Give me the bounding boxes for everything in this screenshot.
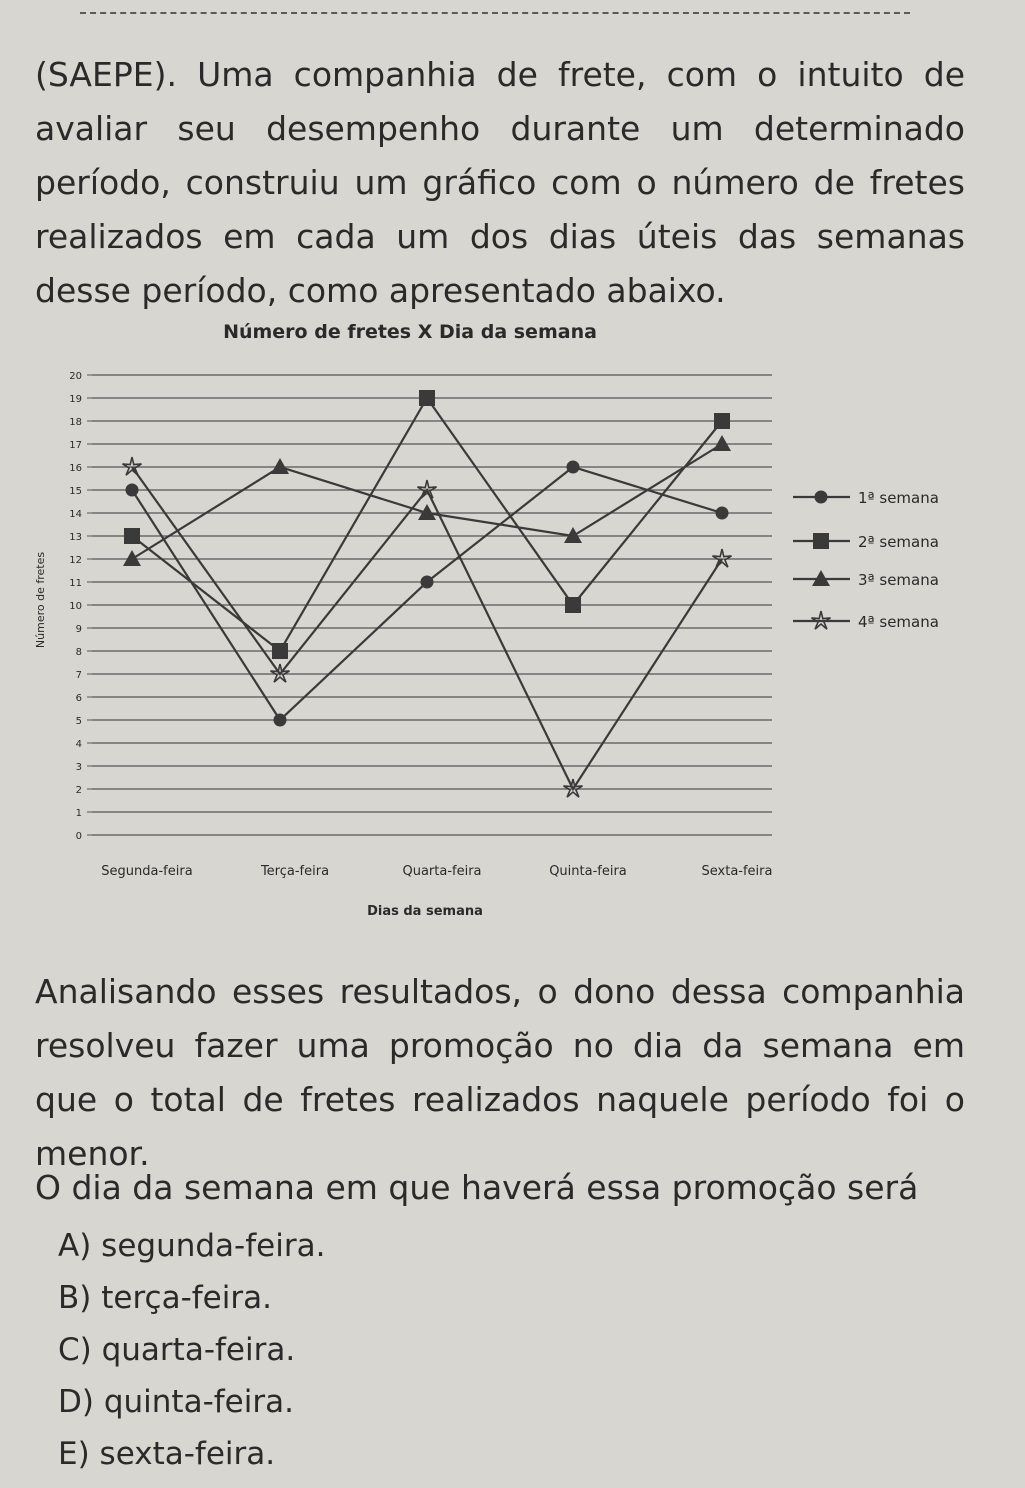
option-text: quinta-feira. xyxy=(103,1384,294,1420)
option-letter: B) xyxy=(58,1280,92,1316)
top-dashed-rule xyxy=(80,12,910,14)
y-tick-label: 17 xyxy=(69,440,82,451)
intro-paragraph: (SAEPE). Uma companhia de frete, com o intuito de avaliar seu desempenho durante um determinado período, construiu um gráfico com o número de fretes realizados em cada um dos dias úteis das semanas desse período, como apresentado abaixo. xyxy=(35,55,965,310)
y-tick-label: 6 xyxy=(75,693,82,704)
question-stem: O dia da semana em que haverá essa promoção será xyxy=(35,1168,919,1207)
data-point-star xyxy=(123,457,142,475)
x-tick-label: Sexta-feira xyxy=(701,864,773,879)
x-tick-label: Quarta-feira xyxy=(402,864,482,879)
y-tick-label: 9 xyxy=(75,624,82,635)
line-chart xyxy=(0,310,1025,930)
legend-label: 1ª semana xyxy=(858,489,939,507)
y-tick-label: 2 xyxy=(75,785,82,796)
option-letter: D) xyxy=(58,1384,94,1420)
data-point-square xyxy=(419,390,435,406)
option-text: sexta-feira. xyxy=(99,1436,276,1472)
option-text: terça-feira. xyxy=(101,1280,272,1316)
option-a[interactable] xyxy=(58,1220,325,1272)
x-tick-label: Quinta-feira xyxy=(549,864,627,879)
y-tick-label: 15 xyxy=(69,486,82,497)
x-tick-label: Segunda-feira xyxy=(101,864,193,879)
y-tick-label: 3 xyxy=(75,762,82,773)
legend-label: 3ª semana xyxy=(858,571,939,589)
option-b[interactable] xyxy=(58,1272,325,1324)
data-point-circle xyxy=(126,484,139,497)
data-point-square xyxy=(714,413,730,429)
data-point-circle xyxy=(716,507,729,520)
option-d[interactable] xyxy=(58,1376,325,1428)
option-text: quarta-feira. xyxy=(101,1332,296,1368)
y-tick-label: 4 xyxy=(75,739,82,750)
option-text: segunda-feira. xyxy=(101,1228,326,1264)
y-tick-label: 10 xyxy=(69,601,82,612)
y-tick-label: 16 xyxy=(69,463,82,474)
legend-label: 4ª semana xyxy=(858,613,939,631)
data-point-square xyxy=(565,597,581,613)
data-point-circle xyxy=(274,714,287,727)
answer-options xyxy=(58,1220,325,1480)
series-line-2 xyxy=(132,398,722,651)
y-tick-label: 19 xyxy=(69,394,82,405)
y-tick-label: 13 xyxy=(69,532,82,543)
y-tick-label: 7 xyxy=(75,670,82,681)
option-letter: C) xyxy=(58,1332,92,1368)
y-tick-label: 8 xyxy=(75,647,82,658)
chart-title: Número de fretes X Dia da semana xyxy=(223,321,597,343)
y-tick-label: 20 xyxy=(69,371,82,382)
data-point-triangle xyxy=(713,435,731,451)
data-point-square xyxy=(124,528,140,544)
y-tick-label: 14 xyxy=(69,509,82,520)
data-point-triangle xyxy=(123,550,141,566)
series-line-3 xyxy=(132,444,722,559)
x-tick-label: Terça-feira xyxy=(260,864,330,879)
y-tick-label: 1 xyxy=(75,808,82,819)
y-tick-label: 5 xyxy=(75,716,82,727)
data-point-triangle xyxy=(271,458,289,474)
option-letter: A) xyxy=(58,1228,92,1264)
y-axis-title: Número de fretes xyxy=(34,551,47,649)
legend-square-icon xyxy=(813,533,829,549)
legend-circle-icon xyxy=(815,491,828,504)
analysis-paragraph: Analisando esses resultados, o dono dessa companhia resolveu fazer uma promoção no dia da semana em que o total de fretes realizados naquele período foi o menor. xyxy=(35,972,965,1173)
option-e[interactable] xyxy=(58,1428,325,1480)
data-point-star xyxy=(713,549,732,567)
option-c[interactable] xyxy=(58,1324,325,1376)
y-tick-label: 11 xyxy=(69,578,82,589)
data-point-square xyxy=(272,643,288,659)
y-tick-label: 0 xyxy=(75,831,82,842)
data-point-circle xyxy=(567,461,580,474)
y-tick-label: 12 xyxy=(69,555,82,566)
x-axis-title: Dias da semana xyxy=(367,904,483,919)
data-point-circle xyxy=(421,576,434,589)
y-tick-label: 18 xyxy=(69,417,82,428)
option-letter: E) xyxy=(58,1436,90,1472)
legend-label: 2ª semana xyxy=(858,533,939,551)
